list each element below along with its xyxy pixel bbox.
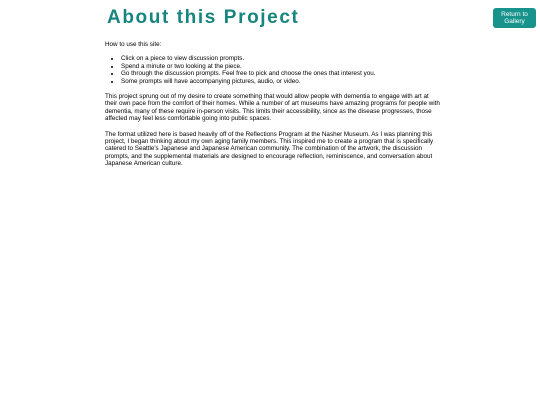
page-title: About this Project <box>107 7 300 28</box>
how-to-use-heading: How to use this site: <box>105 41 162 48</box>
main-content <box>105 41 440 168</box>
instruction-item: • Some prompts will have accompanying pictures, audio, or video. <box>121 78 440 85</box>
program-format-paragraph: The format utilized here is based heavily off of the Reflections Program at the Nasher Museum. As I was planning this project, I began thinking about my own aging family members. This inspired me to create a program that is specifically catered to Seattle's Japanese and Japanese American community. The combination of the artwork, the discussion prompts, and the supplemental materials are designed to encourage reflection, reminiscence, and conversation about Japanese American culture. <box>105 130 434 168</box>
return-button-label-line1: Return to <box>501 10 528 18</box>
return-to-gallery-button[interactable] <box>493 8 536 28</box>
return-button-label-line2: Gallery <box>504 18 525 25</box>
instruction-item: • Spend a minute or two looking at the piece. <box>121 63 440 70</box>
instruction-item: • Go through the discussion prompts. Feel free to pick and choose the ones that interest you. <box>121 70 440 77</box>
instruction-item: • Click on a piece to view discussion prompts. <box>121 55 440 62</box>
project-motivation-paragraph: This project sprung out of my desire to create something that would allow people with dementia to engage with art at their own pace from the comfort of their homes. While a number of art museums have amazing programs for people with dementia, many of these require in-person visits. This limits their accessibility, since as the disease progresses, those affected may feel less comfortable going into public spaces. <box>105 93 440 123</box>
instructions-list <box>105 55 440 85</box>
